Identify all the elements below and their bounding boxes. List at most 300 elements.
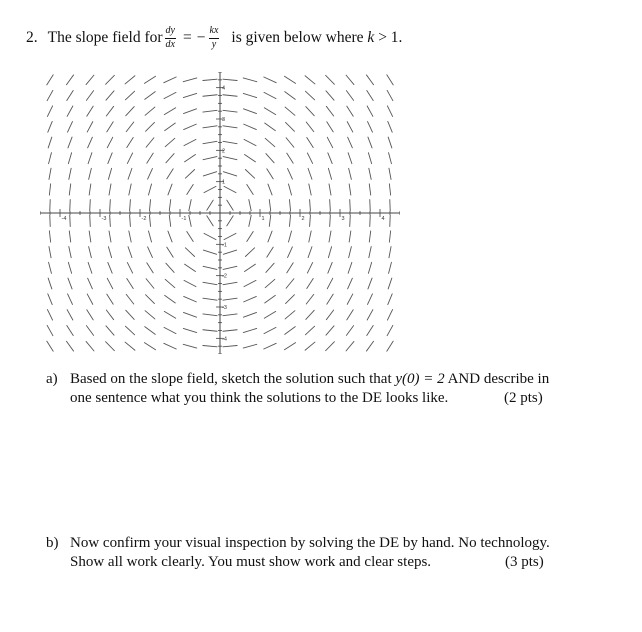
slope-segment xyxy=(164,311,175,318)
slope-segment xyxy=(348,153,352,164)
slope-segment xyxy=(368,294,373,305)
slope-segment xyxy=(183,344,197,348)
slope-segment xyxy=(269,200,270,211)
slope-segment xyxy=(350,215,351,226)
slope-segment xyxy=(127,137,133,147)
slope-segment xyxy=(106,310,113,320)
question-intro: The slope field for xyxy=(47,29,163,47)
slope-segment xyxy=(183,312,196,317)
slope-segment xyxy=(88,278,93,289)
slope-segment xyxy=(185,248,194,257)
slope-segment xyxy=(329,184,331,195)
part-b-line-1: Now confirm your visual inspection by solving the DE by hand. No technology. xyxy=(70,535,550,551)
slope-segment xyxy=(328,153,332,164)
k-variable: k xyxy=(367,29,375,47)
slope-segment xyxy=(387,325,393,335)
slope-segment xyxy=(289,200,290,211)
slope-segment xyxy=(286,295,295,304)
slope-segment xyxy=(203,126,217,128)
slope-segment xyxy=(169,215,170,226)
slope-segment xyxy=(327,137,332,147)
slope-segment xyxy=(106,91,114,100)
slope-segment xyxy=(203,330,217,331)
slope-segment xyxy=(189,215,191,226)
slope-segment xyxy=(346,326,353,336)
slope-segment xyxy=(347,310,353,320)
slope-segment xyxy=(126,294,134,304)
slope-segment xyxy=(49,247,51,258)
slope-segment xyxy=(48,137,52,148)
slope-segment xyxy=(127,263,132,274)
slope-segment xyxy=(47,325,53,335)
slope-segment xyxy=(203,79,217,80)
slope-segment xyxy=(168,231,172,242)
slope-segment xyxy=(286,138,294,147)
slope-segment xyxy=(67,90,73,100)
slope-segment xyxy=(87,294,93,304)
slope-segment xyxy=(144,343,155,350)
slope-segment xyxy=(308,247,312,258)
slope-segment xyxy=(69,184,70,195)
slope-segment xyxy=(223,110,237,112)
slope-segment xyxy=(264,327,276,333)
slope-segment xyxy=(267,247,273,257)
x-tick-label: 4 xyxy=(381,216,385,222)
slope-segment xyxy=(146,279,154,288)
slope-segment xyxy=(148,184,151,195)
y-tick-label: -1 xyxy=(222,242,227,249)
slope-segment xyxy=(387,341,393,351)
slope-segment xyxy=(307,153,312,164)
slope-segment xyxy=(47,341,53,351)
slope-segment xyxy=(305,76,315,84)
x-tick-label: -1 xyxy=(181,216,187,222)
slope-segment xyxy=(387,90,393,100)
slope-segment xyxy=(68,153,71,164)
slope-segment xyxy=(264,77,276,83)
slope-segment xyxy=(203,172,216,176)
slope-segment xyxy=(306,107,314,116)
slope-segment xyxy=(165,295,176,303)
slope-segment xyxy=(129,231,131,242)
slope-segment xyxy=(223,314,237,316)
x-tick-label: -2 xyxy=(141,216,147,222)
slope-segment xyxy=(285,327,296,335)
slope-segment xyxy=(223,250,236,254)
slope-segment xyxy=(309,184,311,195)
minus-sign: − xyxy=(196,29,206,47)
slope-segment xyxy=(164,77,176,83)
slope-segment xyxy=(145,92,156,100)
slope-segment xyxy=(107,294,113,304)
slope-segment xyxy=(68,278,72,289)
part-b xyxy=(46,534,616,574)
slope-segment xyxy=(90,200,91,211)
slope-segment xyxy=(264,108,275,115)
y-tick-label: 3 xyxy=(222,117,226,123)
slope-segment xyxy=(389,153,392,164)
slope-segment xyxy=(308,168,312,179)
slope-segment xyxy=(183,328,196,332)
slope-segment xyxy=(203,157,217,160)
slope-segment xyxy=(125,342,135,350)
slope-segment xyxy=(148,247,153,258)
slope-segment xyxy=(388,278,392,289)
part-a-line-2: one sentence what you think the solutions to the DE looks like. xyxy=(70,390,449,406)
x-tick-label: 3 xyxy=(341,216,345,222)
slope-segment xyxy=(110,200,111,211)
slope-segment xyxy=(367,325,373,335)
slope-segment xyxy=(87,122,93,132)
slope-segment xyxy=(265,138,275,146)
slope-segment xyxy=(68,137,72,148)
slope-segment xyxy=(148,169,153,180)
slope-segment xyxy=(264,311,275,318)
slope-segment xyxy=(130,215,131,226)
y-tick-label: 2 xyxy=(222,148,226,155)
y-tick-label: -3 xyxy=(222,305,227,311)
slope-segment xyxy=(285,107,295,115)
slope-field-chart xyxy=(40,72,400,354)
slope-segment xyxy=(169,200,170,211)
slope-segment xyxy=(148,231,151,242)
slope-segment xyxy=(184,280,196,286)
slope-segment xyxy=(288,231,291,242)
slope-segment xyxy=(328,168,331,179)
slope-segment xyxy=(167,247,173,257)
slope-segment xyxy=(245,264,256,271)
slope-segment xyxy=(369,231,370,242)
slope-segment xyxy=(166,154,174,163)
slope-segment xyxy=(69,231,70,242)
slope-segment xyxy=(223,298,237,300)
slope-segment xyxy=(326,91,334,100)
slope-segment xyxy=(326,310,333,320)
slope-segment xyxy=(223,282,237,284)
slope-segment xyxy=(347,106,353,116)
question-statement xyxy=(26,26,402,50)
slope-segment xyxy=(288,169,293,180)
slope-segment xyxy=(310,200,311,211)
slope-segment xyxy=(48,278,52,289)
slope-segment xyxy=(310,215,311,226)
slope-segment xyxy=(185,264,196,271)
part-b-line-2: Show all work clearly. You must show work and clear steps. xyxy=(70,554,432,570)
slope-segment xyxy=(129,184,131,195)
slope-segment xyxy=(86,91,93,101)
slope-segment xyxy=(207,200,213,210)
slope-segment xyxy=(223,330,237,331)
slope-segment xyxy=(369,168,371,179)
slope-segment xyxy=(247,184,253,194)
slope-segment xyxy=(223,126,237,128)
slope-segment xyxy=(109,184,111,195)
slope-segment xyxy=(183,78,197,82)
rhs-denominator: y xyxy=(211,38,217,50)
slope-segment xyxy=(286,122,295,131)
slope-segment xyxy=(268,231,272,242)
slope-segment xyxy=(388,294,392,305)
part-a-points: (2 pts) xyxy=(504,390,543,406)
slope-segment xyxy=(67,310,73,320)
slope-segment xyxy=(203,346,217,347)
y-tick-label: -2 xyxy=(222,273,227,280)
slope-segment xyxy=(88,153,92,164)
slope-segment xyxy=(183,93,196,97)
initial-condition: y(0) = 2 xyxy=(395,371,445,387)
slope-segment xyxy=(330,200,331,211)
slope-segment xyxy=(305,342,315,350)
slope-segment xyxy=(284,76,295,83)
slope-segment xyxy=(287,153,293,163)
slope-segment xyxy=(108,247,111,258)
slope-segment xyxy=(268,184,272,195)
slope-segment xyxy=(49,262,52,273)
slope-segment xyxy=(223,172,236,176)
slope-segment xyxy=(387,106,392,117)
slope-segment xyxy=(223,157,237,160)
slope-segment xyxy=(349,168,352,179)
slope-segment xyxy=(147,263,153,273)
derivative-fraction xyxy=(165,26,176,50)
slope-segment xyxy=(367,90,373,100)
slope-segment xyxy=(389,184,390,195)
slope-segment xyxy=(328,247,331,258)
slope-segment xyxy=(165,279,175,287)
slope-segment xyxy=(288,184,291,195)
slope-segment xyxy=(330,215,331,226)
slope-segment xyxy=(89,231,91,242)
slope-segment xyxy=(367,106,373,116)
y-tick-label: -4 xyxy=(222,336,227,343)
slope-segment xyxy=(266,263,274,272)
slope-segment xyxy=(125,326,134,335)
slope-segment xyxy=(368,262,371,273)
slope-segment xyxy=(245,154,256,161)
rhs-fraction xyxy=(209,26,220,50)
slope-segment xyxy=(107,122,113,132)
slope-segment xyxy=(89,184,91,195)
slope-segment xyxy=(88,262,92,273)
slope-segment xyxy=(125,91,134,100)
slope-segment xyxy=(244,124,257,129)
part-a-line-1 xyxy=(70,370,549,389)
slope-segment xyxy=(145,311,155,319)
slope-segment xyxy=(185,154,196,161)
slope-segment xyxy=(88,137,93,148)
slope-segment xyxy=(167,169,173,179)
slope-segment xyxy=(289,215,290,226)
slope-segment xyxy=(285,311,295,319)
slope-segment xyxy=(108,153,112,164)
slope-segment xyxy=(368,122,373,133)
slope-segment xyxy=(106,106,113,116)
slope-segment xyxy=(47,75,53,85)
slope-segment xyxy=(369,247,371,258)
slope-segment xyxy=(203,250,216,254)
slope-segment xyxy=(164,327,176,333)
slope-segment xyxy=(368,153,371,164)
slope-segment xyxy=(368,278,372,289)
slope-segment xyxy=(68,122,73,133)
slope-segment xyxy=(107,278,112,288)
slope-segment xyxy=(164,108,175,115)
rhs-numerator: kx xyxy=(209,25,219,36)
slope-segment xyxy=(327,294,333,304)
slope-segment xyxy=(223,95,237,96)
slope-segment xyxy=(328,262,332,273)
slope-segment xyxy=(49,168,51,179)
slope-segment xyxy=(327,278,332,288)
slope-segment xyxy=(69,168,71,179)
slope-segment xyxy=(348,137,353,148)
slope-segment xyxy=(130,200,131,211)
slope-segment xyxy=(66,341,73,351)
slope-segment xyxy=(86,75,94,84)
slope-segment xyxy=(307,278,313,288)
slope-segment xyxy=(244,280,256,286)
slope-segment xyxy=(243,344,257,348)
slope-segment xyxy=(388,137,392,148)
slope-segment xyxy=(128,247,132,258)
slope-segment xyxy=(107,137,112,147)
slope-segment xyxy=(223,346,237,347)
slope-segment xyxy=(366,341,373,351)
slope-segment xyxy=(244,296,257,301)
slope-segment xyxy=(108,262,112,273)
slope-segment xyxy=(307,137,313,147)
slope-segment xyxy=(204,233,216,239)
slope-segment xyxy=(49,184,50,195)
slope-segment xyxy=(265,295,276,303)
slope-segment xyxy=(86,341,94,350)
slope-segment xyxy=(329,231,331,242)
x-tick-label: 2 xyxy=(301,216,305,222)
slope-segment xyxy=(126,122,134,132)
slope-segment xyxy=(106,75,115,84)
slope-segment xyxy=(306,294,314,304)
slope-segment xyxy=(203,141,217,143)
slope-segment xyxy=(368,137,372,148)
slope-segment xyxy=(164,343,176,349)
slope-segment xyxy=(224,233,236,239)
slope-segment xyxy=(307,263,312,274)
slope-segment xyxy=(203,266,217,269)
part-a-label: a) xyxy=(46,371,58,387)
slope-segment xyxy=(203,282,217,284)
slope-segment xyxy=(243,328,256,332)
slope-segment xyxy=(108,168,111,179)
slope-segment xyxy=(227,200,233,210)
slope-segment xyxy=(389,262,392,273)
slope-segment xyxy=(346,75,354,84)
slope-segment xyxy=(369,184,370,195)
equals-sign: = xyxy=(183,29,192,47)
slope-segment xyxy=(168,184,172,195)
slope-segment xyxy=(149,215,150,226)
slope-segment xyxy=(87,310,93,320)
slope-segment xyxy=(184,296,197,301)
slope-segment xyxy=(285,92,296,100)
slope-segment xyxy=(106,342,115,351)
slope-segment xyxy=(350,200,351,211)
slope-segment xyxy=(90,215,91,226)
slope-segment xyxy=(184,124,197,129)
slope-segment xyxy=(265,279,275,287)
slope-segment xyxy=(327,122,333,132)
slope-segment xyxy=(223,266,237,269)
slope-segment xyxy=(349,184,351,195)
slope-segment xyxy=(309,231,311,242)
slope-segment xyxy=(243,78,257,82)
slope-segment xyxy=(287,263,293,273)
question-suffix: is given below where xyxy=(231,29,364,47)
part-a xyxy=(46,370,616,410)
part-b-label: b) xyxy=(46,535,59,551)
slope-segment xyxy=(249,215,251,226)
slope-segment xyxy=(126,310,134,319)
derivative-denominator: dx xyxy=(165,38,175,50)
slope-segment xyxy=(149,200,150,211)
slope-segment xyxy=(389,168,391,179)
slope-segment xyxy=(348,262,352,273)
slope-segment xyxy=(269,215,270,226)
x-tick-label: 1 xyxy=(261,216,265,222)
slope-segment xyxy=(47,90,53,100)
slope-segment xyxy=(347,122,353,132)
slope-segment xyxy=(267,169,273,179)
slope-segment xyxy=(86,326,93,336)
slope-segment xyxy=(67,106,73,116)
question-number: 2. xyxy=(26,29,38,47)
slope-segment xyxy=(366,75,373,85)
slope-segment xyxy=(326,326,334,335)
slope-segment xyxy=(164,92,176,98)
slope-segment xyxy=(305,326,314,335)
slope-segment xyxy=(388,121,392,132)
slope-segment xyxy=(347,294,353,304)
derivative-numerator: dy xyxy=(165,25,175,36)
slope-segment xyxy=(349,247,352,258)
slope-segment xyxy=(247,231,253,241)
slope-segment xyxy=(165,123,176,131)
slope-segment xyxy=(203,314,217,316)
y-tick-label: 4 xyxy=(222,85,226,92)
slope-segment xyxy=(346,341,354,350)
part-a-text-end: AND describe in xyxy=(447,371,550,387)
slope-segment xyxy=(346,91,353,101)
slope-segment xyxy=(348,278,353,289)
slope-segment xyxy=(387,310,392,321)
slope-segment xyxy=(265,123,276,131)
slope-segment xyxy=(387,75,393,85)
slope-segment xyxy=(207,216,213,226)
slope-segment xyxy=(305,91,314,100)
slope-segment xyxy=(47,106,52,117)
slope-segment xyxy=(203,110,217,112)
slope-segment xyxy=(244,139,256,145)
slope-segment xyxy=(203,95,217,96)
slope-segment xyxy=(326,75,335,84)
slope-segment xyxy=(127,153,132,164)
slope-segment xyxy=(49,153,52,164)
part-a-text-start: Based on the slope field, sketch the solution such that xyxy=(70,371,392,387)
slope-segment xyxy=(48,121,52,132)
slope-segment xyxy=(223,141,237,143)
slope-segment xyxy=(224,186,236,192)
slope-segment xyxy=(389,231,390,242)
k-condition: > 1. xyxy=(378,29,403,47)
